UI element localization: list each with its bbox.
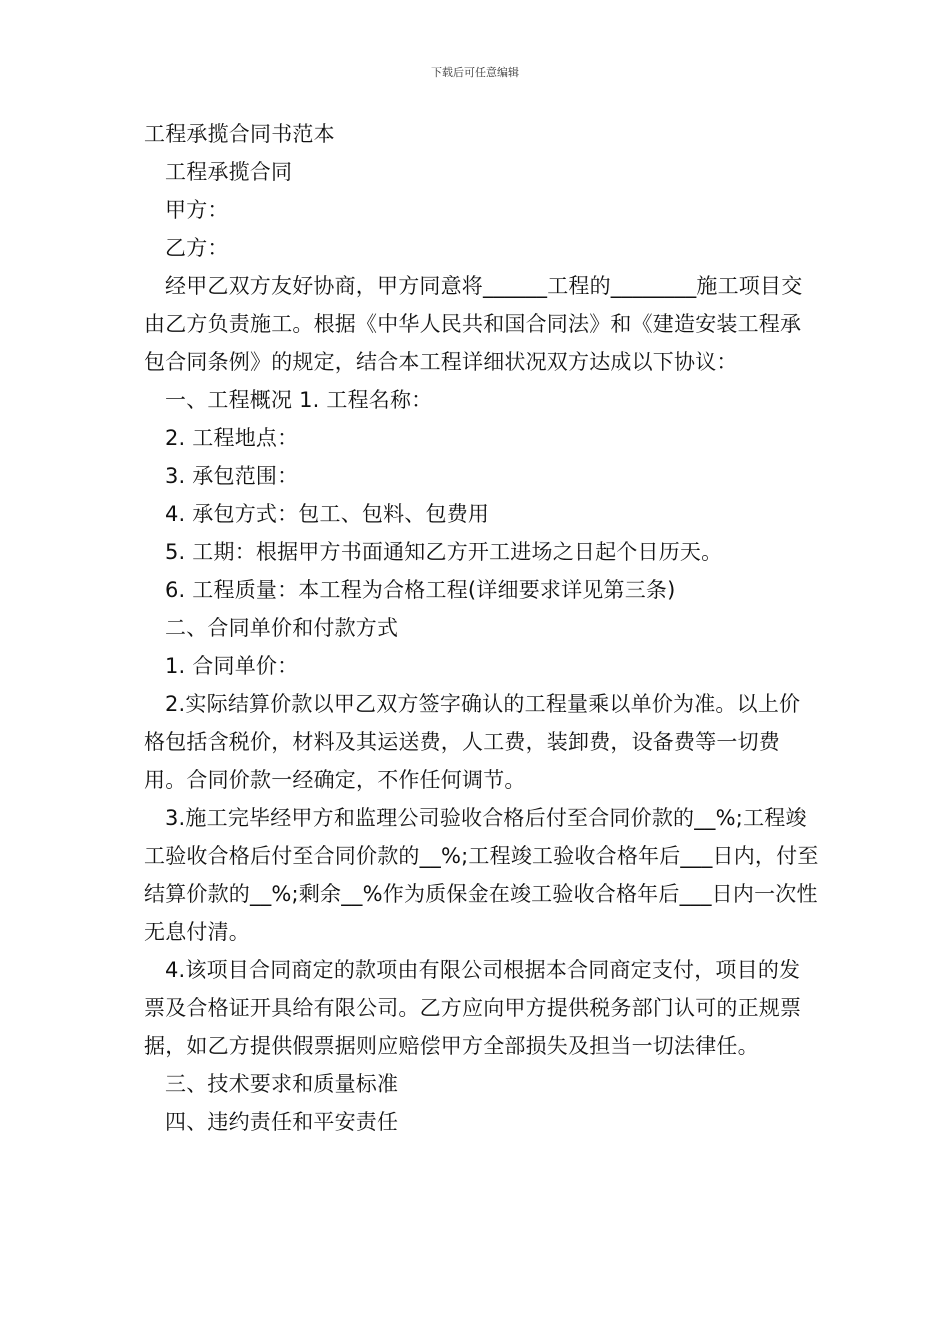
clause-1-5: 5. 工期：根据甲方书面通知乙方开工进场之日起个日历天。 <box>165 540 723 564</box>
clause-2-2: 2.实际结算价款以甲乙双方签字确认的工程量乘以单价为准。以上价格包括含税价，材料及其运送费，人工费，装卸费，设备费等一切费用。合同价款一经确定，不作任何调节。 <box>144 692 801 792</box>
section-1-heading: 一、工程概况 1. 工程名称： <box>165 388 433 412</box>
clause-2-1: 1. 合同单价： <box>165 654 299 678</box>
document-title: 工程承揽合同书范本 <box>144 122 335 146</box>
contract-heading: 工程承揽合同 <box>165 160 293 184</box>
clause-1-2: 2. 工程地点： <box>165 426 299 450</box>
intro-paragraph: 经甲乙双方友好协商，甲方同意将______工程的________施工项目交由乙方负责施工。根据《中华人民共和国合同法》和《建造安装工程承包合同条例》的规定，结合本工程详细状况双方达成以下协议： <box>144 274 803 374</box>
clause-2-4: 4.该项目合同商定的款项由有限公司根据本合同商定支付，项目的发票及合格证开具给有限公司。乙方应向甲方提供税务部门认可的正规票据，如乙方提供假票据则应赔偿甲方全部损失及担当一切法律任。 <box>144 958 802 1058</box>
clause-1-4: 4. 承包方式：包工、包料、包费用 <box>165 502 490 526</box>
document-body <box>144 115 820 1141</box>
clause-1-3: 3. 承包范围： <box>165 464 299 488</box>
section-2-heading: 二、合同单价和付款方式 <box>165 616 399 640</box>
header-note: 下载后可任意编辑 <box>431 66 519 79</box>
clause-2-3: 3.施工完毕经甲方和监理公司验收合格后付至合同价款的__%;工程竣工验收合格后付至合同价款的__%;工程竣工验收合格年后___日内，付至结算价款的__%;剩余__%作为质保金在竣工验收合格年后___日内一次性无息付清。 <box>144 806 819 944</box>
section-4-heading: 四、违约责任和平安责任 <box>165 1110 399 1134</box>
party-a-line: 甲方： <box>165 198 229 222</box>
section-3-heading: 三、技术要求和质量标准 <box>165 1072 399 1096</box>
clause-1-6: 6. 工程质量：本工程为合格工程(详细要求详见第三条) <box>165 578 676 602</box>
party-b-line: 乙方： <box>165 236 229 260</box>
